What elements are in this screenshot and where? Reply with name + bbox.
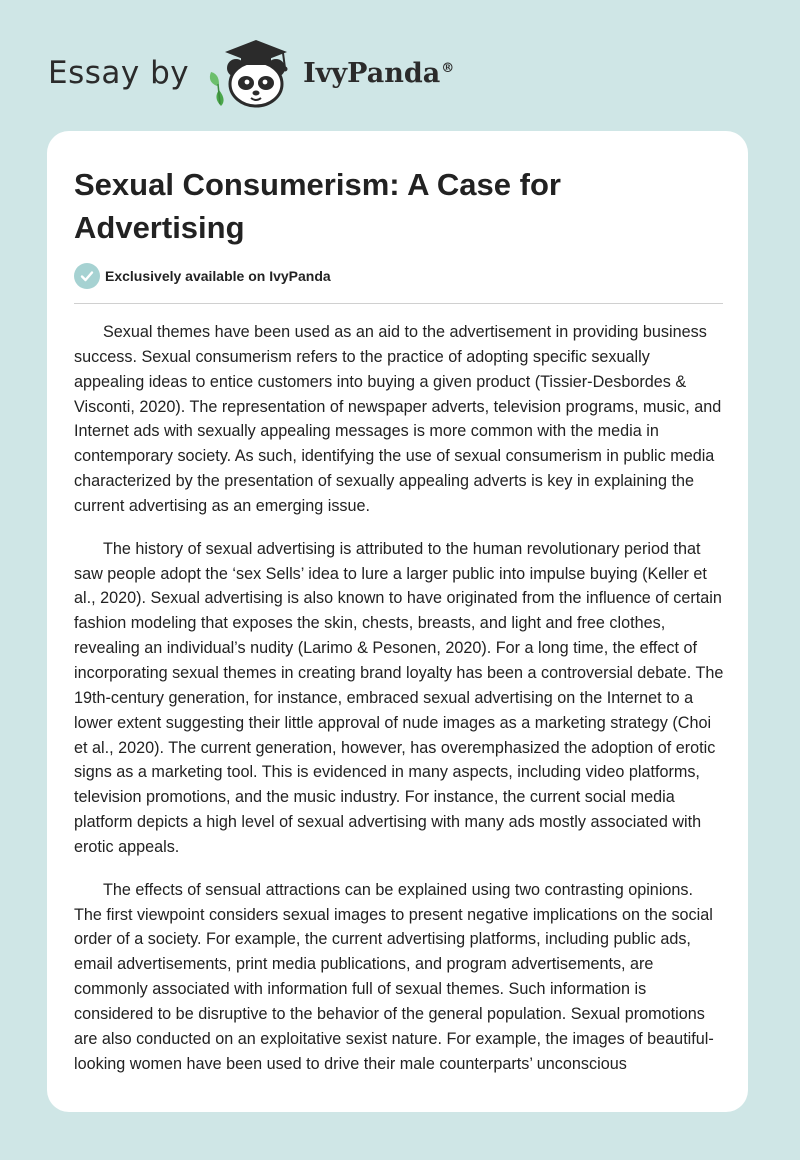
essay-body xyxy=(74,320,724,1094)
site-header xyxy=(48,38,454,108)
brand-name[interactable]: IvyPanda® xyxy=(303,57,455,89)
divider xyxy=(74,303,723,304)
essay-by-label: Essay by xyxy=(48,55,190,91)
exclusive-badge xyxy=(74,263,331,289)
registered-mark: ® xyxy=(441,60,455,76)
exclusive-badge-text: Exclusively available on IvyPanda xyxy=(105,268,331,284)
essay-title: Sexual Consumerism: A Case for Advertising xyxy=(74,167,561,245)
essay-paragraph: The history of sexual advertising is attributed to the human revolutionary period that saw people adopt the ‘sex Sells’ idea to lure a larger public into impulse buying (Keller et al., 2020). Sexual advertising is also known to have originated from the influence of certain fashion modeling that exposes the skin, chests, breasts, and light and free clothes, revealing an individual’s nudity (Larimo & Pesonen, 2020). For a long time, the effect of incorporating sexual themes in creating brand loyalty has been a controversial debate. The 19th-century generation, for instance, embraced sexual advertising on the Internet to a lower extent suggesting their little approval of nude images as a marketing strategy (Choi et al., 2020). The current generation, however, has overemphasized the adoption of erotic signs as a marketing tool. This is evidenced in many aspects, including video platforms, television promotions, and the music industry. For instance, the current social media platform depicts a high level of sexual advertising with many ads mostly associated with erotic appeals. xyxy=(74,539,724,856)
essay-paragraph: The effects of sensual attractions can be explained using two contrasting opinions. The first viewpoint considers sexual images to present negative implications on the social order of a society. For example, the current advertising platforms, including public ads, email advertisements, print media publications, and program advertisements, are commonly associated with information full of sexual themes. Such information is considered to be disruptive to the behavior of the general population. Sexual promotions are also conducted on an exploitative sexist nature. For example, the images of beautiful-looking women have been used to drive their male counterparts’ unconscious xyxy=(74,880,714,1073)
check-icon xyxy=(74,263,100,289)
essay-card xyxy=(47,131,748,1112)
panda-logo-icon[interactable] xyxy=(203,38,299,108)
essay-paragraph: Sexual themes have been used as an aid to the advertisement in providing business success. Sexual consumerism refers to the practice of adopting specific sexually appealing ideas to entice customers into buying a given product (Tissier-Desbordes & Visconti, 2020). The representation of newspaper adverts, television programs, music, and Internet ads with sexually appealing messages is more common with the media in contemporary society. As such, identifying the use of sexual consumerism in public media characterized by the presentation of sexually appealing adverts is key in explaining the current advertising as an emerging issue. xyxy=(74,323,722,515)
